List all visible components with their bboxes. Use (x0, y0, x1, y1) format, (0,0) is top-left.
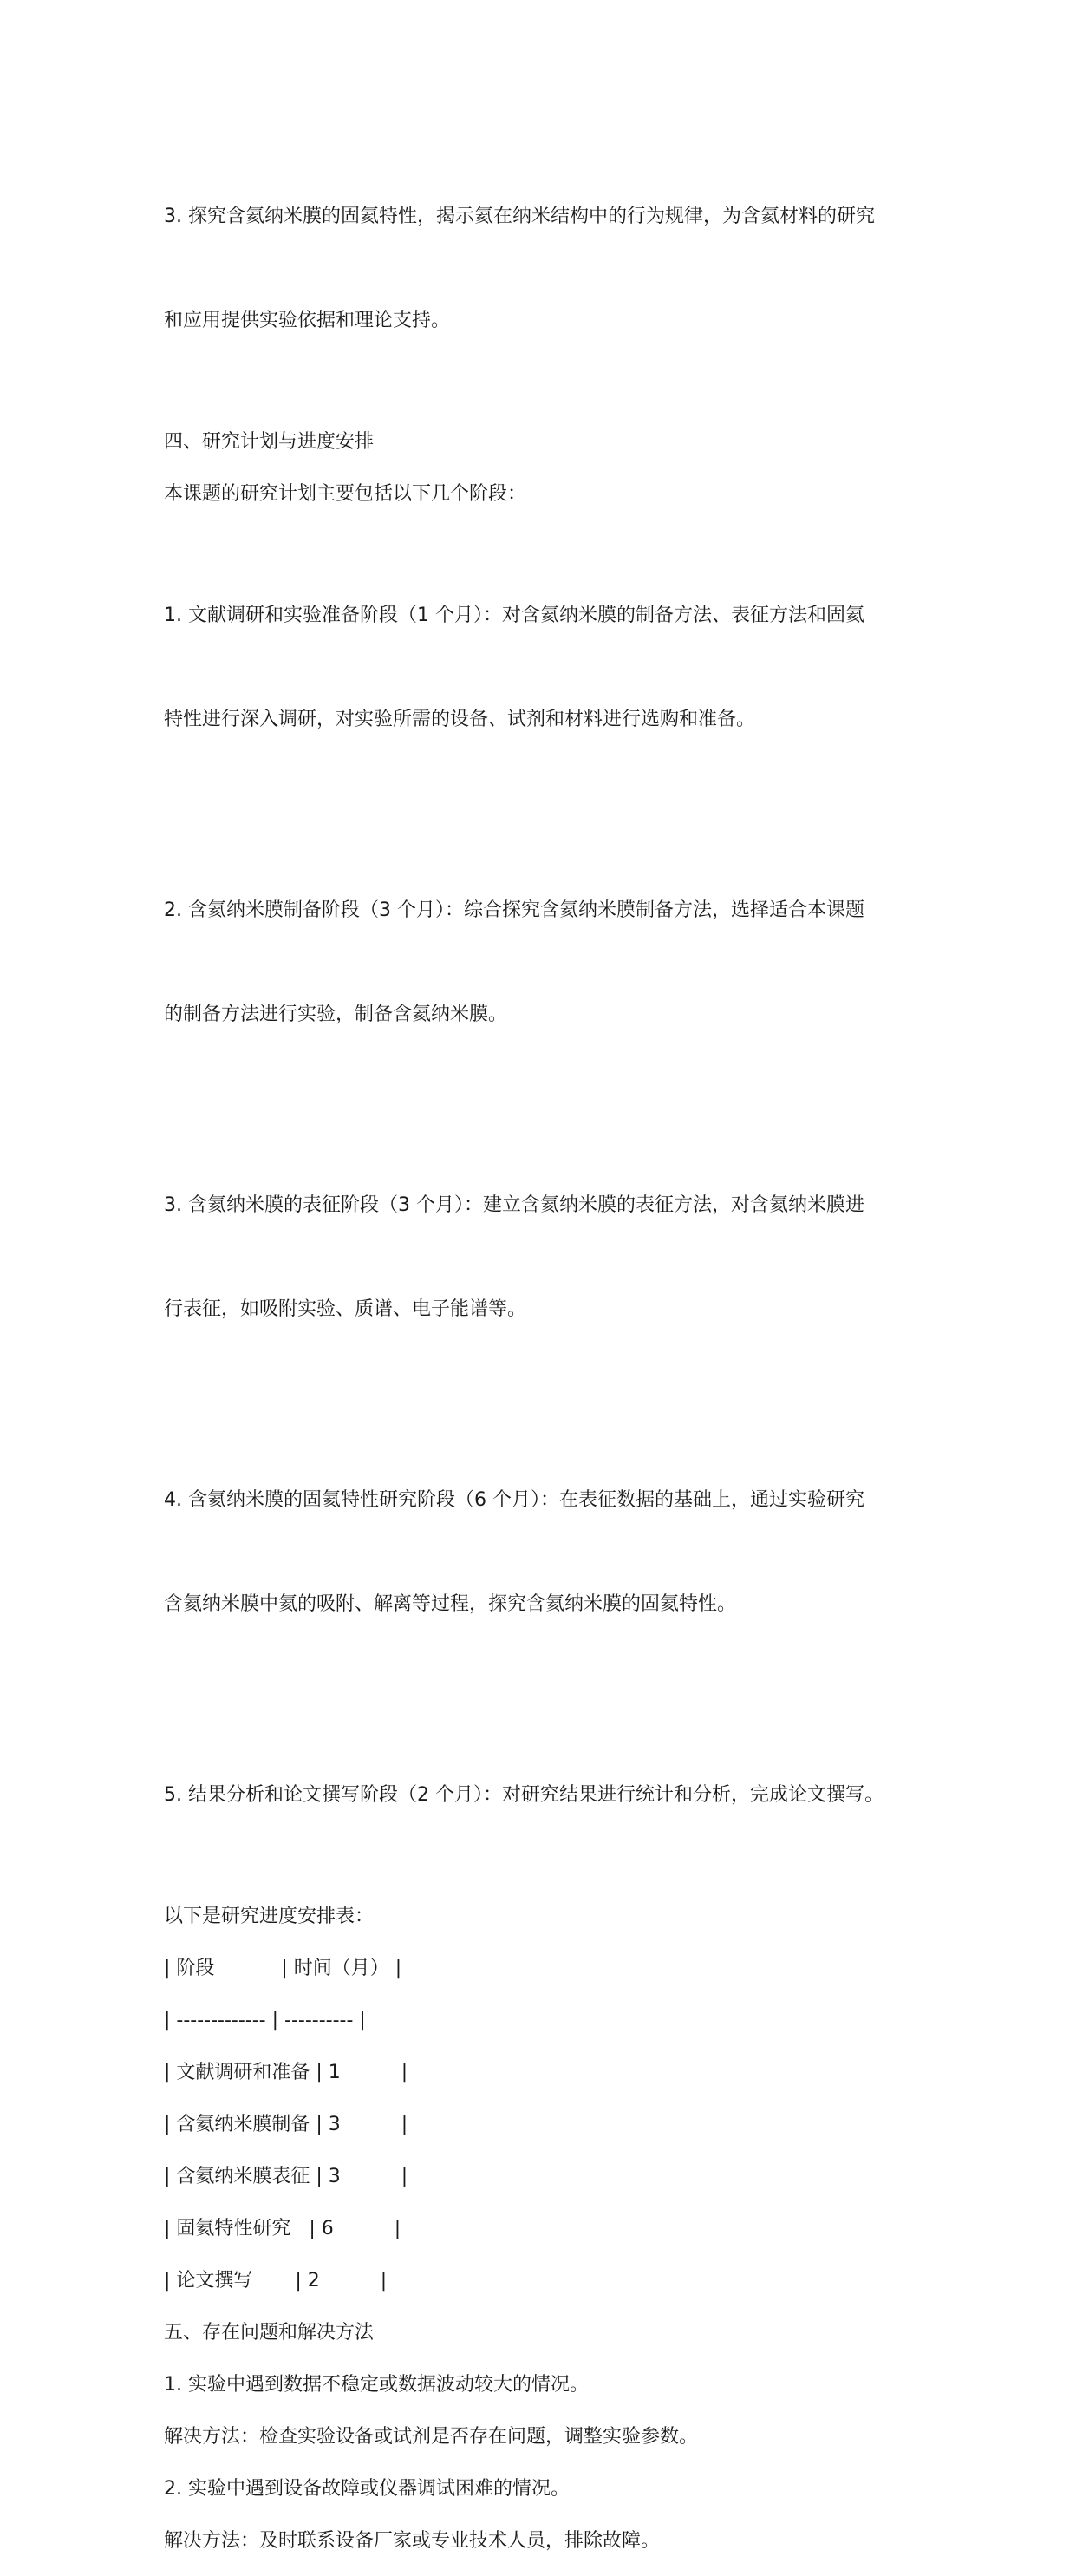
table-separator-row: | ------------- | ---------- | (164, 2010, 366, 2031)
solution-2: 解决方法：及时联系设备厂家或专业技术人员，排除故障。 (164, 2530, 661, 2552)
paragraph-line: 5. 结果分析和论文撰写阶段（2 个月）：对研究结果进行统计和分析，完成论文撰写。 (164, 1784, 884, 1806)
paragraph-line: 的制备方法进行实验，制备含氦纳米膜。 (164, 1004, 508, 1025)
stage-3-paragraph (164, 1119, 944, 1396)
section-5-heading: 五、存在问题和解决方法 (164, 2322, 375, 2344)
paragraph-line: 3. 探究含氦纳米膜的固氦特性，揭示氦在纳米结构中的行为规律，为含氦材料的研究 (164, 206, 875, 227)
table-header-row: | 阶段 | 时间（月） | (164, 1958, 402, 1979)
stage-4-paragraph (164, 1414, 944, 1691)
paragraph-line: 4. 含氦纳米膜的固氦特性研究阶段（6 个月）：在表征数据的基础上，通过实验研究 (164, 1489, 864, 1511)
table-row: | 论文撰写 | 2 | (164, 2270, 388, 2292)
research-goal-3 (164, 130, 944, 408)
schedule-intro: 以下是研究进度安排表： (164, 1906, 375, 1927)
table-row: | 文献调研和准备 | 1 | (164, 2062, 408, 2083)
table-row: | 含氦纳米膜表征 | 3 | (164, 2166, 408, 2187)
paragraph-line: 1. 文献调研和实验准备阶段（1 个月）：对含氦纳米膜的制备方法、表征方法和固氦 (164, 605, 864, 626)
paragraph-line: 3. 含氦纳米膜的表征阶段（3 个月）：建立含氦纳米膜的表征方法，对含氦纳米膜进 (164, 1194, 864, 1216)
problem-1: 1. 实验中遇到数据不稳定或数据波动较大的情况。 (164, 2374, 589, 2396)
problem-2: 2. 实验中遇到设备故障或仪器调试困难的情况。 (164, 2478, 570, 2500)
stage-2-paragraph (164, 824, 944, 1102)
stage-5-paragraph (164, 1709, 944, 1882)
solution-1: 解决方法：检查实验设备或试剂是否存在问题，调整实验参数。 (164, 2426, 699, 2448)
stage-1-paragraph (164, 529, 944, 807)
paragraph-line: 含氦纳米膜中氦的吸附、解离等过程，探究含氦纳米膜的固氦特性。 (164, 1593, 737, 1615)
paragraph-line: 2. 含氦纳米膜制备阶段（3 个月）：综合探究含氦纳米膜制备方法，选择适合本课题 (164, 899, 864, 921)
section-4-heading: 四、研究计划与进度安排 (164, 431, 375, 453)
section-4-intro: 本课题的研究计划主要包括以下几个阶段： (164, 483, 527, 505)
paragraph-line: 行表征，如吸附实验、质谱、电子能谱等。 (164, 1298, 527, 1320)
paragraph-line: 和应用提供实验依据和理论支持。 (164, 310, 451, 331)
paragraph-line: 特性进行深入调研，对实验所需的设备、试剂和材料进行选购和准备。 (164, 709, 756, 730)
document-page (164, 130, 944, 2576)
table-row: | 含氦纳米膜制备 | 3 | (164, 2114, 408, 2135)
table-row: | 固氦特性研究 | 6 | (164, 2218, 401, 2239)
